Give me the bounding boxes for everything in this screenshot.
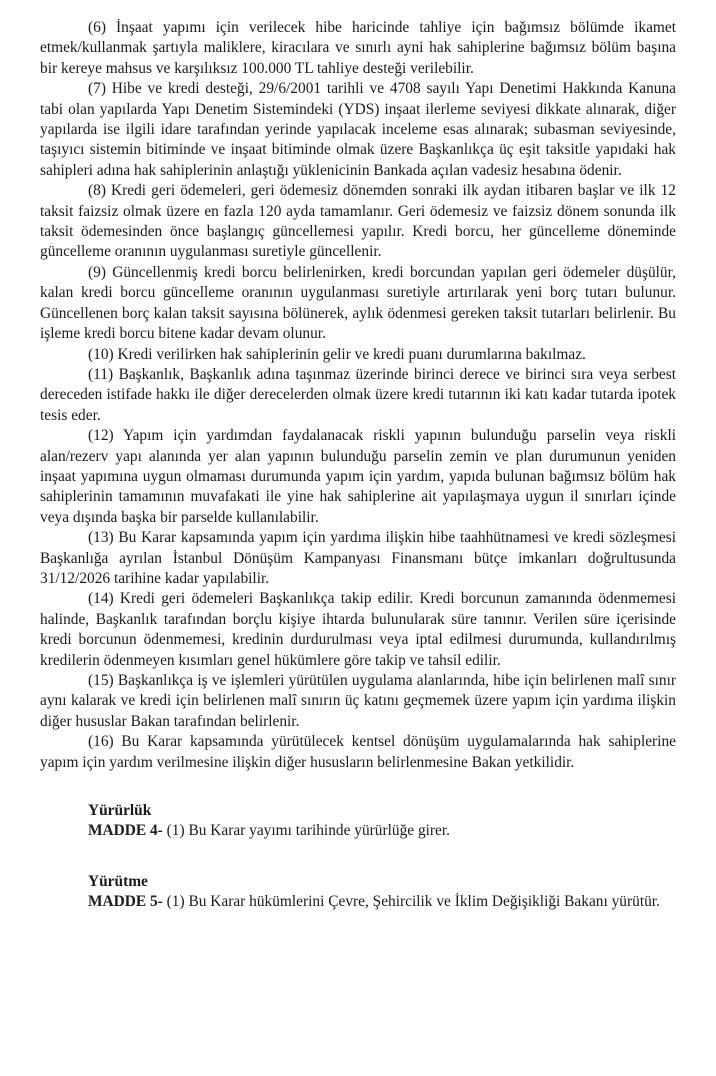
paragraph-15: (15) Başkanlıkça iş ve işlemleri yürütülen uygulama alanlarında, hibe için belirlenen malî sınır aynı kalarak ve kredi için belirlenen malî sınırın üç katını geçmemek üzere yapım için yardıma ilişkin diğer hususlar Bakan tarafından belirlenir. <box>40 672 676 730</box>
article-4-label: MADDE 4- <box>88 822 163 840</box>
paragraph-10: (10) Kredi verilirken hak sahiplerinin gelir ve kredi puanı durumlarına bakılmaz. <box>88 345 586 363</box>
section-heading-yururluk: Yürürlük <box>88 802 152 820</box>
paragraph-12: (12) Yapım için yardımdan faydalanacak riskli yapının bulunduğu parselin veya riskli alan/rezerv yapı alanında yer alan yapının bulunduğu parselin zemin ve plan durumunun yeniden inşaat yapımına uygun olmaması durumunda yapım için yardım, yapıda bulunan bağımsız bölüm hak sahiplerinin tamamının muvafakati ile yine hak sahiplerine ait yapılaşmaya uygun il sınırları içinde veya dışında başka bir parselde kullanılabilir. <box>40 427 676 526</box>
paragraph-11: (11) Başkanlık, Başkanlık adına taşınmaz üzerinde birinci derece ve birinci sıra veya serbest dereceden istifade hakkı ile diğer derecelerden olmak üzere kredi tutarının iki katı kadar tutarda ipotek tesis eder. <box>40 365 676 424</box>
article-4-text: (1) Bu Karar yayımı tarihinde yürürlüğe girer. <box>162 822 451 840</box>
paragraph-14: (14) Kredi geri ödemeleri Başkanlıkça takip edilir. Kredi borcunun zamanında ödenmemesi halinde, Başkanlık tarafından borçlu kişiye ihtarda bulunularak süre tanınır. Verilen süre içerisinde kredi borcunun ödenmemesi, kredinin durdurulması veya iptal edilmesi durumunda, kullandırılmış kredilerin ödenmeyen kısımları genel hükümlere göre takip ve tahsil edilir. <box>40 590 676 669</box>
article-5-label: MADDE 5- <box>88 893 163 911</box>
paragraph-8: (8) Kredi geri ödemeleri, geri ödemesiz dönemden sonraki ilk aydan itibaren başlar ve ilk 12 taksit faizsiz olmak üzere en fazla 120 ayda tamamlanır. Geri ödemesiz ve faizsiz dönem sonunda ilk taksit ödemesinden önce başlangıç güncellemesi yapılır. Kredi borcu, her güncelleme döneminde güncelleme oranının uygulanması suretiyle güncellenir. <box>40 182 676 261</box>
article-4 <box>40 821 676 841</box>
paragraph-9: (9) Güncellenmiş kredi borcu belirlenirken, kredi borcundan yapılan geri ödemeler düşülür, kalan kredi borcu güncelleme oranının uygulanması suretiyle artırılarak yeni borç tutarı bulunur. Güncellenen borç kalan taksit sayısına bölünerek, aylık ödenmesi gereken taksit tutarları belirlenir. Bu işleme kredi borcu bitene kadar devam olunur. <box>40 263 676 343</box>
paragraph-16: (16) Bu Karar kapsamında yürütülecek kentsel dönüşüm uygulamalarında hak sahiplerine yapım için yardım verilmesine ilişkin diğer hususların belirlenmesine Bakan yetkilidir. <box>40 733 676 771</box>
paragraph-13: (13) Bu Karar kapsamında yapım için yardıma ilişkin hibe taahhütnamesi ve kredi sözleşmesi Başkanlığa ayrılan İstanbul Dönüşüm Kampanyası Finansmanı bütçe imkanları doğrultusunda 31/12/2026 tarihine kadar yapılabilir. <box>40 529 676 587</box>
document-page <box>40 18 676 913</box>
paragraph-7: (7) Hibe ve kredi desteği, 29/6/2001 tarihli ve 4708 sayılı Yapı Denetimi Hakkında Kanuna tabi olan yapılarda Yapı Denetim Sistemindeki (YDS) inşaat ilerleme seviyesi dikkate alınarak, diğer yapılarda ise ilgili idare tarafından yerinde yapılacak inceleme esas alınarak; subasman seviyesinde, taşıyıcı sistemin bitiminde ve inşaat bitiminde olmak üzere Başkanlıkça üç eşit taksitle yapıdaki hak sahipleri adına hak sahiplerinin anlaştığı yüklenicinin Bankada açılan vadesiz hesabına ödenir. <box>40 80 676 179</box>
section-heading-yurutme: Yürütme <box>88 872 148 890</box>
paragraph-6: (6) İnşaat yapımı için verilecek hibe haricinde tahliye için bağımsız bölümde ikamet etmek/kullanmak şartıyla maliklere, kiracılara ve sınırlı ayni hak sahiplerine bağımsız bölüm başına bir kereye mahsus ve karşılıksız 100.000 TL tahliye desteği verilebilir. <box>40 19 676 77</box>
article-5-text: (1) Bu Karar hükümlerini Çevre, Şehircilik ve İklim Değişikliği Bakanı yürütür. <box>162 893 660 911</box>
article-5 <box>40 892 676 912</box>
